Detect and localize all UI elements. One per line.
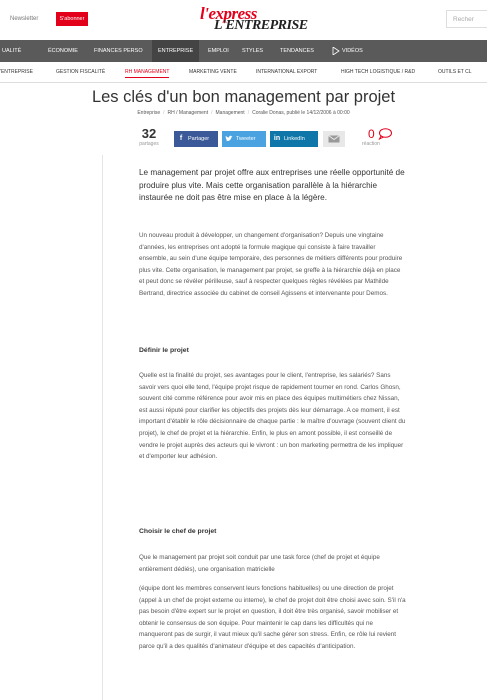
nav-item-finances-perso[interactable]: FINANCES PERSO bbox=[94, 48, 143, 54]
breadcrumb-entreprise[interactable]: Entreprise bbox=[137, 110, 161, 116]
nav-item-tendances[interactable]: TENDANCES bbox=[280, 48, 314, 54]
site-logo[interactable] bbox=[196, 4, 308, 34]
breadcrumb: Entreprise / RH / Management / Management / Coralie Donas, publié le 14/12/2006 à 00:00 bbox=[137, 110, 350, 116]
share-count-number: 32 bbox=[141, 126, 157, 141]
main-nav bbox=[0, 40, 487, 62]
twitter-icon bbox=[222, 131, 236, 147]
author-date: Coralie Donas, publié le 14/12/2006 à 00:00 bbox=[252, 110, 350, 116]
top-bar bbox=[0, 0, 487, 40]
section-heading-choisir: Choisir le chef de projet bbox=[139, 528, 217, 535]
subnav-item-international-export[interactable]: INTERNATIONAL EXPORT bbox=[256, 69, 318, 75]
paragraph-choisir-2: (équipe dont les membres conservent leurs fonctions habituelles) ou une direction de projet (appel à un chef de projet externe ou interne), le chef de projet doit être choisi avec soin. S'il n'a pas besoin d'être expert sur le projet en question, il doit être très organisé, savoir mobiliser et obtenir le consensus de son équipe. Pour maintenir le cap dans les difficultés qui ne manqueront pas de surgir, il vaut mieux qu'il sache gérer son stress. Enfin, ce rôle lui revient parce qu'il a des qualités d'animateur d'équipe et des capacités d'anticipation. bbox=[139, 585, 406, 650]
article-lead: Le management par projet offre aux entreprises une réelle opportunité de produire plus vite. Mais cette organisation parallèle à la hiérarchie instaurée ne doit pas être mise en place à la légère. bbox=[139, 168, 405, 202]
breadcrumb-rh-management[interactable]: RH / Management bbox=[167, 110, 209, 116]
twitter-share-button[interactable] bbox=[222, 131, 266, 147]
nav-item-entreprise[interactable]: ENTREPRISE bbox=[152, 40, 199, 62]
linkedin-share-button[interactable] bbox=[270, 131, 318, 147]
reactions-label: réaction bbox=[362, 141, 380, 147]
nav-videos-label: VIDÉOS bbox=[342, 48, 363, 54]
facebook-share-label: Partager bbox=[188, 136, 210, 142]
subnav-item-entreprise[interactable]: 'ENTREPRISE bbox=[0, 69, 33, 75]
play-icon bbox=[332, 47, 340, 55]
subnav-item-marketing-vente[interactable]: MARKETING VENTE bbox=[189, 69, 237, 75]
nav-item-emploi[interactable]: EMPLOI bbox=[208, 48, 229, 54]
facebook-icon: f bbox=[179, 135, 183, 142]
email-share-button[interactable] bbox=[323, 131, 345, 147]
subscribe-button[interactable]: S'abonner bbox=[56, 12, 88, 26]
share-count bbox=[128, 127, 170, 147]
article-body bbox=[102, 155, 413, 700]
breadcrumb-management[interactable]: Management bbox=[215, 110, 245, 116]
logo-line-2: L'ENTREPRISE bbox=[214, 18, 308, 33]
paragraph-intro: Un nouveau produit à développer, un changement d'organisation? Depuis une vingtaine d'années, les entreprises ont adopté la formule magique qui consiste à faire travailler ensemble, au sein d'une équipe temporaire, des personnes de métiers différents pour produire plus vite. Cette organisation, le management par projet, se greffe à la hiérarchie déjà en place et peut donc se révéler périlleuse, sauf à respecter quelques règles révélées par Mathilde Bertrand, directrice associée du cabinet de conseil Agissens et intervenante pour Demos. bbox=[139, 232, 403, 297]
paragraph-choisir-1: Que le management par projet soit conduit par une task force (chef de projet et équipe entièrement dédiés), une organisation matricielle bbox=[139, 554, 380, 573]
section-heading-definir: Définir le projet bbox=[139, 347, 189, 354]
linkedin-share-label: LinkedIn bbox=[284, 136, 305, 142]
reactions-count: 0 bbox=[368, 127, 375, 141]
sub-nav bbox=[0, 62, 487, 83]
facebook-share-button[interactable] bbox=[174, 131, 218, 147]
subnav-item-gestion-fiscalite[interactable]: GESTION FISCALITÉ bbox=[56, 69, 106, 75]
page-title: Les clés d'un bon management par projet bbox=[91, 88, 396, 106]
subnav-item-rh-management[interactable]: RH MANAGEMENT bbox=[125, 69, 169, 78]
share-count-label: partages bbox=[139, 141, 159, 147]
nav-item-actualite[interactable]: UALITÉ bbox=[2, 48, 22, 54]
paragraph-definir: Quelle est la finalité du projet, ses avantages pour le client, l'entreprise, les salariés? Sans savoir vers quoi elle tend, l'équipe projet risque de rapidement tourner en rond. Carlos Ghosn, souvent cité comme référence pour avoir mis en place des équipes multimétiers chez Nissan, est aussi réputé pour clarifier les objectifs des projets dès leur démarrage. A ce moment, il est important d'établir le rôle décisionnaire de chaque partie : le maître d'ouvrage (souvent client du projet), le chef de projet et la hiérarchie. Enfin, le plus en amont possible, il est conseillé de vendre le projet auprès des acteurs qui le vivront : un bon marketing permettra de les impliquer et d'emporter leur adhésion. bbox=[139, 372, 406, 461]
search-input[interactable]: Recher bbox=[446, 10, 487, 28]
twitter-share-label: Tweeter bbox=[236, 136, 256, 142]
logo-line-1: l'express bbox=[200, 4, 257, 23]
subnav-item-high-tech[interactable]: HIGH TECH LOGISTIQUE / R&D bbox=[341, 69, 416, 75]
subnav-item-outils[interactable]: OUTILS ET CL bbox=[438, 69, 472, 75]
linkedin-icon: in bbox=[273, 135, 281, 142]
nav-item-economie[interactable]: ÉCONOMIE bbox=[48, 48, 78, 54]
newsletter-link[interactable]: Newsletter bbox=[10, 16, 39, 22]
nav-item-videos[interactable] bbox=[328, 40, 367, 62]
speech-bubble-icon bbox=[378, 128, 392, 140]
mail-icon bbox=[328, 135, 340, 143]
nav-item-styles[interactable]: STYLES bbox=[242, 48, 264, 54]
